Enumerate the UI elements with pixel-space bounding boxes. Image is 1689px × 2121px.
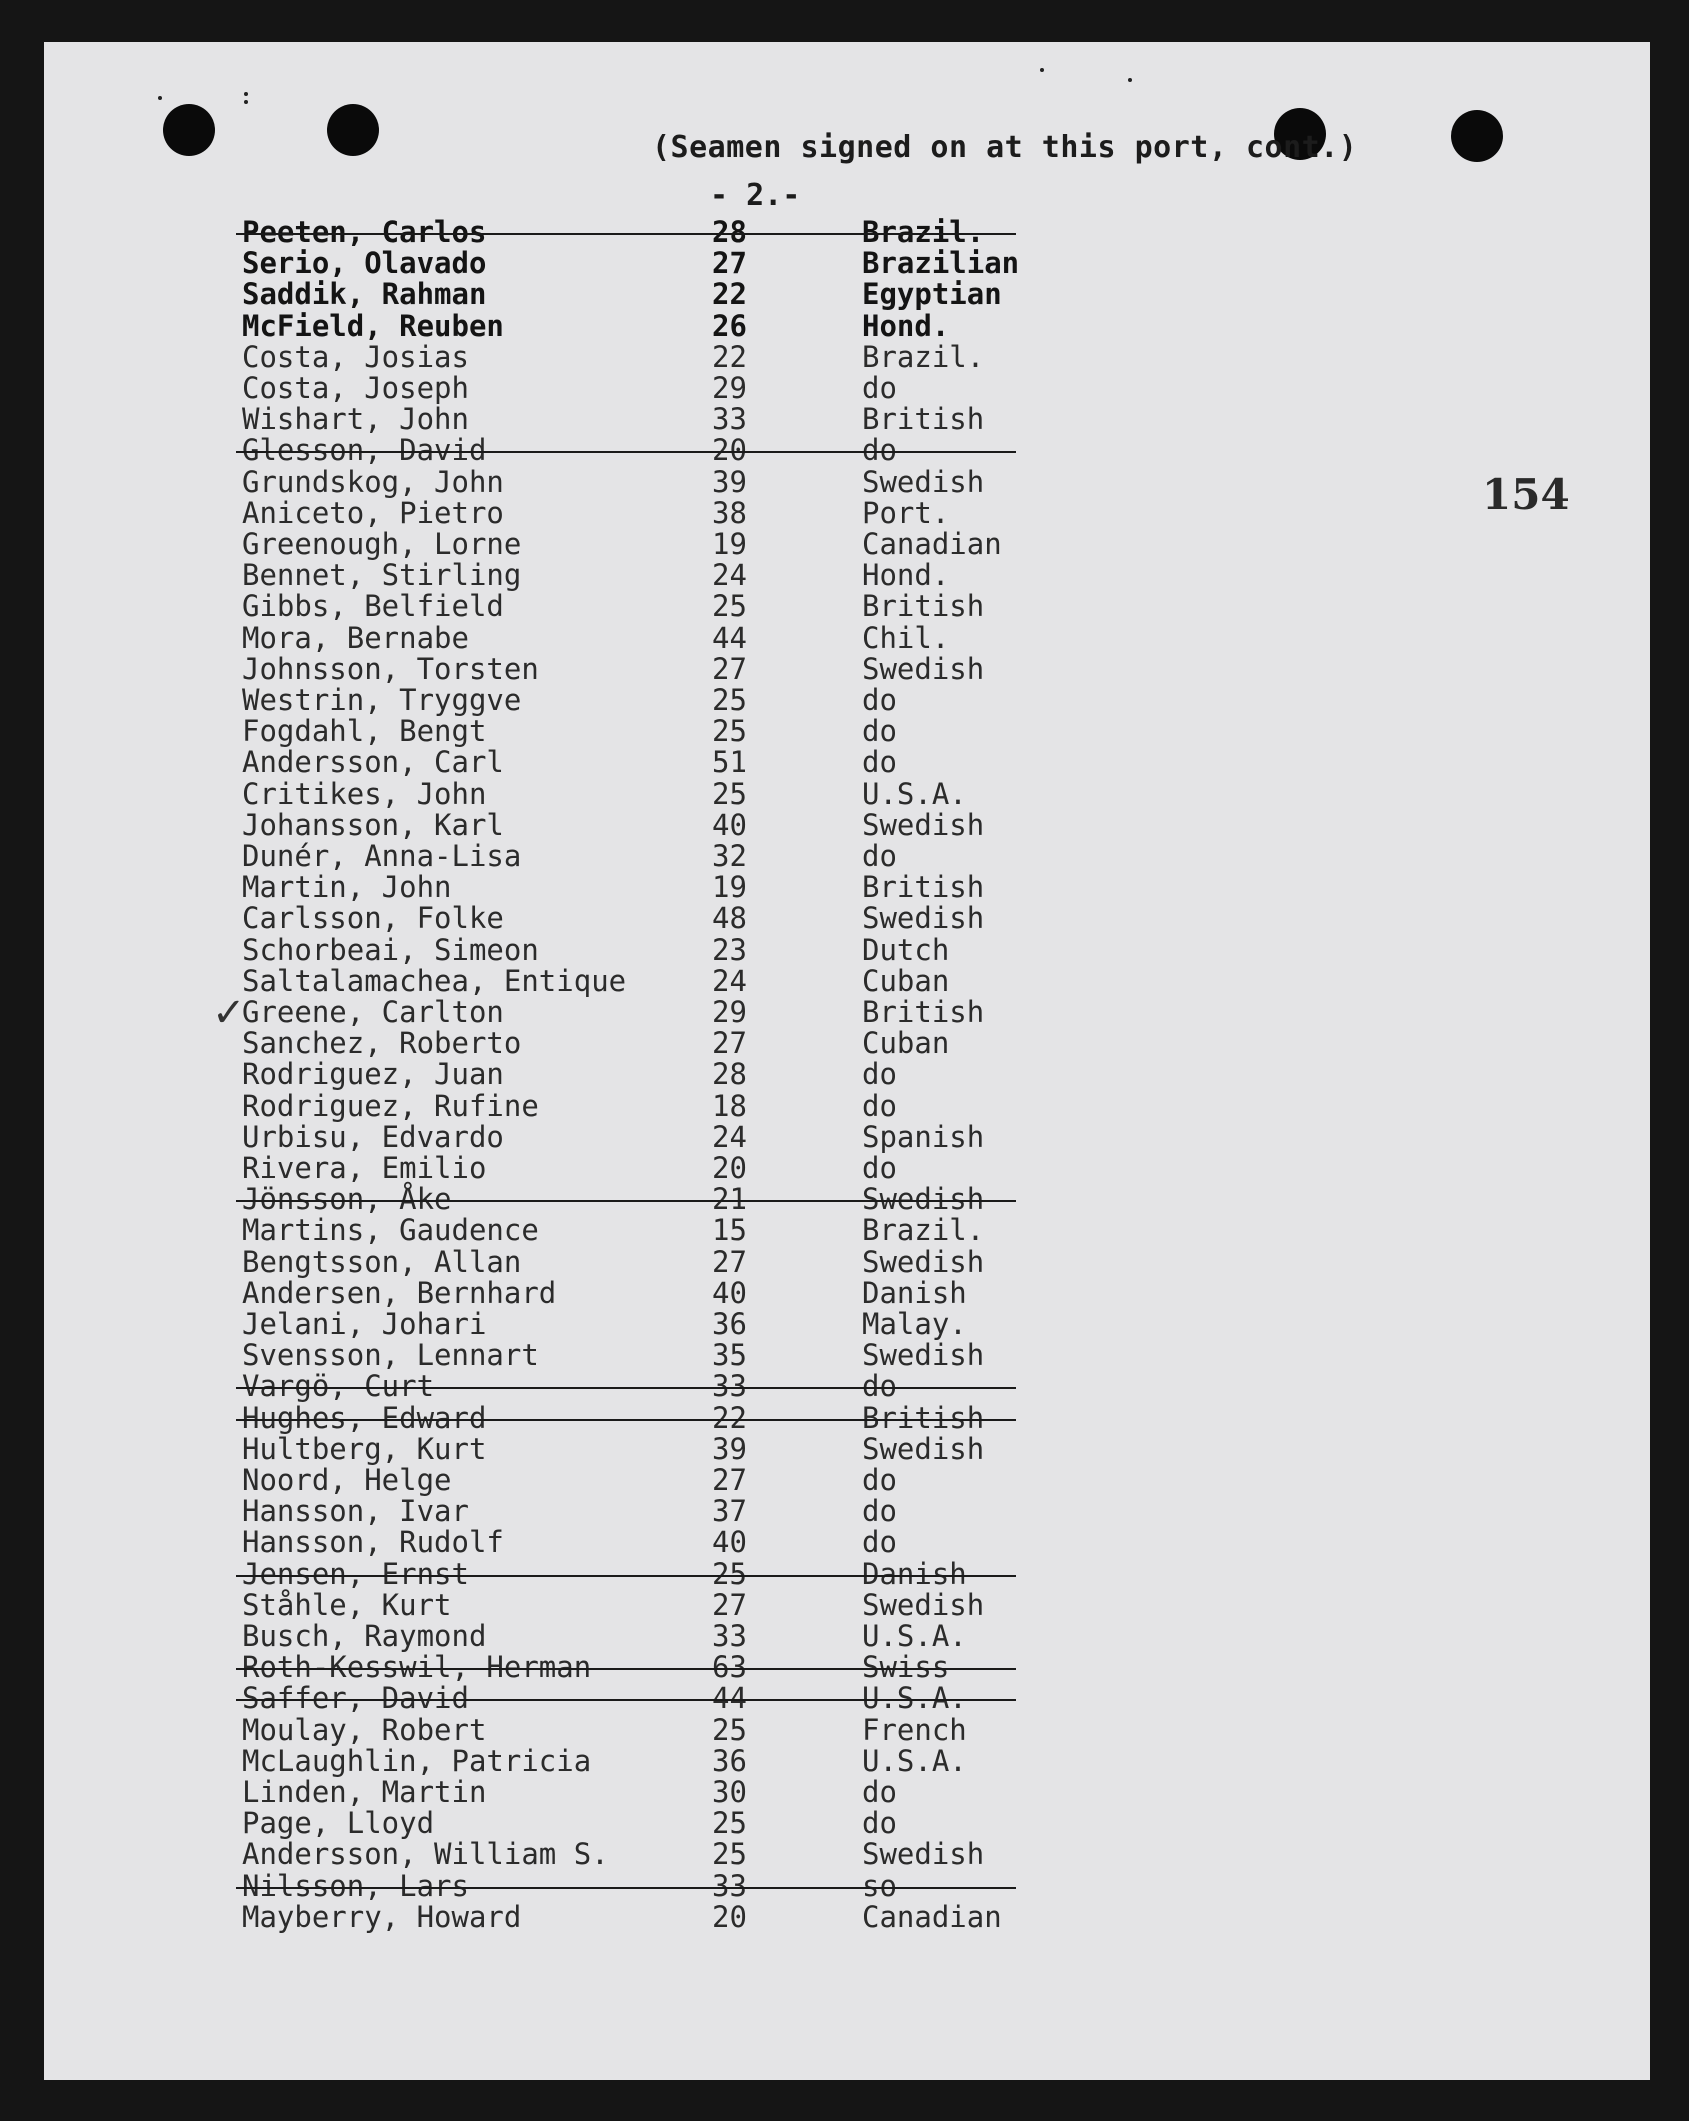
seaman-age: 25 [712,1556,747,1591]
seaman-age: 63 [712,1650,747,1685]
seaman-name: Critikes, John [242,776,487,811]
seaman-name: Martin, John [242,870,452,905]
ink-speck [1128,78,1132,82]
seaman-name: Saltalamachea, Entique [242,963,627,998]
seaman-age: 26 [712,308,747,343]
seaman-age: 28 [712,215,747,249]
seaman-nationality: Cuban [862,1026,950,1061]
seaman-name: Noord, Helge [242,1463,452,1497]
seaman-age: 30 [712,1775,747,1809]
seaman-nationality: do [862,1525,897,1560]
seaman-age: 33 [712,1619,747,1653]
seaman-nationality: do [862,714,897,749]
seaman-age: 38 [712,495,747,530]
seaman-name: Hansson, Ivar [242,1494,469,1529]
ink-speck [244,92,248,96]
seaman-age: 25 [712,776,747,811]
seaman-name: Johnsson, Torsten [242,651,539,686]
seaman-age: 28 [712,1057,747,1092]
seaman-age: 33 [712,1369,747,1404]
seaman-age: 44 [712,620,747,655]
seaman-name: Mayberry, Howard [242,1899,522,1934]
seaman-age: 39 [712,1431,747,1466]
seaman-nationality: British [862,589,985,624]
seaman-nationality: Port. [862,495,950,530]
seaman-name: McLaughlin, Patricia [242,1743,592,1778]
seaman-name: Greenough, Lorne [242,527,522,561]
seaman-name: Gibbs, Belfield [242,589,504,624]
seaman-age: 25 [712,714,747,749]
seaman-age: 24 [712,1119,747,1154]
seaman-name: Andersson, William S. [242,1837,609,1872]
seaman-nationality: U.S.A. [862,1681,967,1716]
seaman-age: 29 [712,995,747,1029]
seaman-name: Fogdahl, Bengt [242,714,487,749]
seaman-nationality: Swiss [862,1650,950,1685]
seaman-nationality: Swedish [862,1587,985,1622]
seaman-age: 20 [712,1899,747,1934]
seaman-nationality: do [862,1494,897,1529]
seaman-name: Carlsson, Folke [242,901,504,936]
seaman-nationality: Danish [862,1556,967,1591]
seaman-age: 19 [712,870,747,905]
seaman-nationality: Egyptian [862,277,1002,312]
seaman-name: Costa, Joseph [242,371,469,405]
seaman-nationality: do [862,1775,897,1809]
punch-hole-icon [327,104,379,156]
seaman-name: Hughes, Edward [242,1400,487,1435]
seaman-age: 33 [712,402,747,437]
seaman-age: 51 [712,745,747,780]
seaman-age: 29 [712,371,747,405]
seaman-name: Johansson, Karl [242,807,504,842]
seaman-nationality: do [862,1806,897,1841]
seaman-age: 19 [712,527,747,561]
seaman-nationality: Cuban [862,963,950,998]
seaman-nationality: British [862,870,985,905]
seaman-name: Westrin, Tryggve [242,683,522,717]
seaman-age: 33 [712,1868,747,1903]
seaman-nationality: French [862,1712,967,1747]
seaman-age: 20 [712,433,747,468]
seaman-age: 27 [712,246,747,281]
seaman-age: 37 [712,1494,747,1529]
seaman-name: Rodriguez, Juan [242,1057,504,1092]
seaman-nationality: Chil. [862,620,950,655]
seaman-name: Peeten, Carlos [242,215,487,249]
seaman-name: Urbisu, Edvardo [242,1119,504,1154]
seaman-age: 22 [712,277,747,312]
seaman-name: Costa, Josias [242,339,469,374]
seaman-name: Linden, Martin [242,1775,487,1809]
seaman-nationality: British [862,995,985,1029]
seaman-age: 27 [712,1463,747,1497]
seaman-age: 24 [712,558,747,593]
seaman-nationality: so [862,1868,897,1903]
seaman-age: 23 [712,932,747,967]
seaman-name: Grundskog, John [242,464,504,499]
seaman-nationality: Brazil. [862,1213,985,1248]
seaman-nationality: Brazilian [862,246,1020,281]
seaman-nationality: Hond. [862,558,950,593]
seaman-name: Wishart, John [242,402,469,437]
seaman-nationality: Dutch [862,932,950,967]
seaman-nationality: Swedish [862,1244,985,1279]
seaman-name: Jensen, Ernst [242,1556,469,1591]
seaman-name: Dunér, Anna-Lisa [242,839,522,873]
seaman-age: 25 [712,683,747,717]
seaman-nationality: Brazil. [862,215,985,249]
seaman-nationality: Swedish [862,1837,985,1872]
seaman-name: Busch, Raymond [242,1619,487,1653]
seaman-age: 25 [712,1712,747,1747]
punch-hole-icon [163,104,215,156]
seaman-name: Svensson, Lennart [242,1338,539,1373]
seaman-nationality: U.S.A. [862,1619,967,1653]
seaman-nationality: Canadian [862,1899,1002,1934]
seaman-name: Saddik, Rahman [242,277,487,312]
seaman-nationality: do [862,1463,897,1497]
seaman-age: 20 [712,1151,747,1185]
seaman-nationality: British [862,402,985,437]
seaman-name: Page, Lloyd [242,1806,435,1841]
seaman-nationality: do [862,371,897,405]
seaman-name: Greene, Carlton [242,995,504,1029]
seaman-nationality: Swedish [862,1182,985,1217]
seaman-name: Roth-Kesswil, Herman [242,1650,592,1685]
seaman-name: Bengtsson, Allan [242,1244,522,1279]
seaman-name: Schorbeai, Simeon [242,932,539,967]
seaman-name: Ståhle, Kurt [242,1587,452,1622]
seaman-age: 27 [712,1026,747,1061]
seaman-nationality: Swedish [862,464,985,499]
seaman-name: Glesson, David [242,433,487,468]
seaman-age: 35 [712,1338,747,1373]
seaman-age: 22 [712,1400,747,1435]
seaman-nationality: do [862,433,897,468]
seaman-name: Martins, Gaudence [242,1213,539,1248]
punch-hole-icon [1451,110,1503,162]
seaman-age: 40 [712,1275,747,1310]
seaman-name: Jönsson, Åke [242,1182,452,1217]
seaman-nationality: U.S.A. [862,776,967,811]
seaman-name: Rivera, Emilio [242,1151,487,1185]
seaman-nationality: do [862,839,897,873]
seaman-name: Mora, Bernabe [242,620,469,655]
seaman-name: Bennet, Stirling [242,558,522,593]
seaman-name: Andersen, Bernhard [242,1275,557,1310]
seaman-name: Jelani, Johari [242,1307,487,1341]
seaman-age: 24 [712,963,747,998]
seaman-name: Rodriguez, Rufine [242,1088,539,1123]
seaman-nationality: Swedish [862,807,985,842]
seaman-age: 25 [712,1837,747,1872]
seaman-nationality: do [862,745,897,780]
seaman-age: 32 [712,839,747,873]
page-number: - 2.- [710,178,801,213]
seaman-age: 44 [712,1681,747,1716]
seaman-nationality: do [862,1369,897,1404]
seaman-name: Nilsson, Lars [242,1868,469,1903]
seaman-nationality: Hond. [862,308,950,343]
seaman-name: Sanchez, Roberto [242,1026,522,1061]
seaman-age: 36 [712,1743,747,1778]
seaman-nationality: Brazil. [862,339,985,374]
seaman-nationality: Swedish [862,901,985,936]
seaman-age: 40 [712,807,747,842]
seaman-age: 27 [712,651,747,686]
seaman-age: 15 [712,1213,747,1248]
seaman-age: 39 [712,464,747,499]
seaman-nationality: Swedish [862,651,985,686]
ink-speck [1040,68,1044,72]
seaman-name: Serio, Olavado [242,246,487,281]
seaman-age: 18 [712,1088,747,1123]
ink-speck [158,96,162,100]
seaman-nationality: do [862,1057,897,1092]
seaman-age: 22 [712,339,747,374]
check-mark-icon: ✓ [212,990,246,1036]
seaman-name: McField, Reuben [242,308,504,343]
seaman-nationality: do [862,1088,897,1123]
seaman-nationality: do [862,1151,897,1185]
seaman-nationality: Spanish [862,1119,985,1154]
seaman-name: Hultberg, Kurt [242,1431,487,1466]
stamped-page-number: 154 [1482,470,1570,519]
seaman-nationality: Canadian [862,527,1002,561]
seaman-age: 25 [712,1806,747,1841]
seaman-nationality: British [862,1400,985,1435]
seaman-age: 25 [712,589,747,624]
seaman-name: Aniceto, Pietro [242,495,504,530]
page-header: (Seamen signed on at this port, cont.) [652,130,1358,165]
seaman-name: Vargö, Curt [242,1369,435,1404]
seaman-name: Moulay, Robert [242,1712,487,1747]
seaman-nationality: Danish [862,1275,967,1310]
seaman-age: 48 [712,901,747,936]
seaman-age: 27 [712,1244,747,1279]
ink-speck [244,100,248,104]
seaman-age: 40 [712,1525,747,1560]
seaman-age: 27 [712,1587,747,1622]
seaman-nationality: Swedish [862,1431,985,1466]
seaman-age: 21 [712,1182,747,1217]
seaman-name: Andersson, Carl [242,745,504,780]
seaman-nationality: do [862,683,897,717]
seaman-age: 36 [712,1307,747,1341]
seaman-name: Hansson, Rudolf [242,1525,504,1560]
seaman-nationality: Malay. [862,1307,967,1341]
seaman-nationality: U.S.A. [862,1743,967,1778]
seaman-name: Saffer, David [242,1681,469,1716]
seaman-nationality: Swedish [862,1338,985,1373]
